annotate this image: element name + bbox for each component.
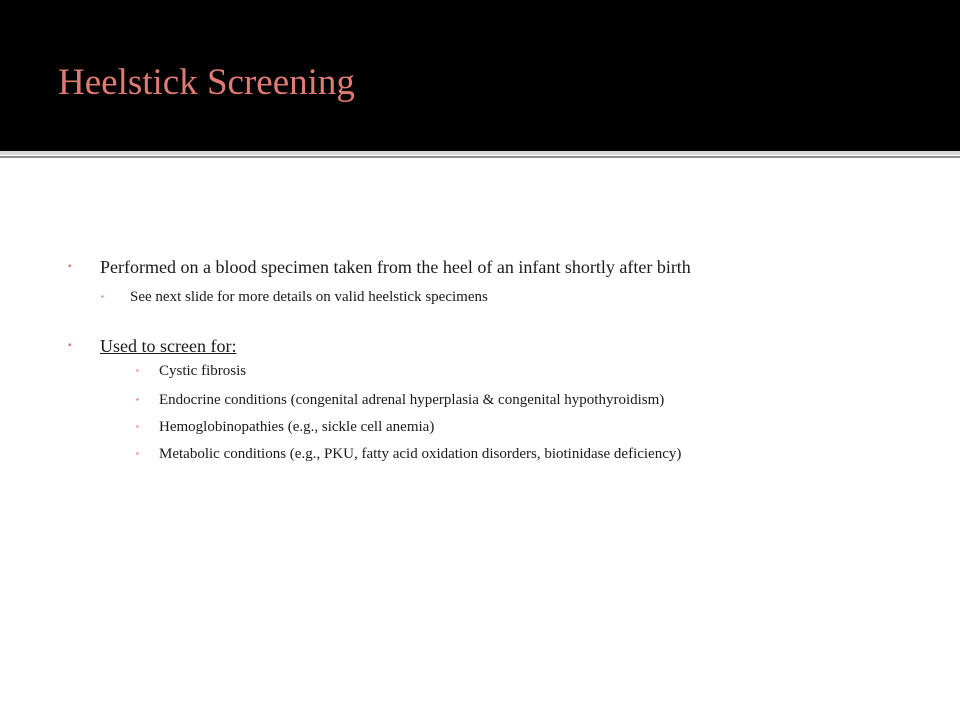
condition-text: Cystic fibrosis bbox=[159, 363, 247, 379]
bullet-marker-icon: ▪ bbox=[136, 449, 139, 458]
title-divider-shadow bbox=[0, 156, 960, 158]
bullet-marker-icon: ▪ bbox=[68, 261, 72, 272]
bullet-marker-icon: ▪ bbox=[136, 422, 139, 431]
condition-text: Metabolic conditions (e.g., PKU, fatty acid oxidation disorders, biotinidase deficiency) bbox=[159, 446, 682, 462]
condition-text: Hemoglobinopathies (e.g., sickle cell anemia) bbox=[159, 419, 435, 435]
bullet-marker-icon: ▪ bbox=[136, 366, 139, 375]
title-bar bbox=[0, 0, 960, 151]
title-divider bbox=[0, 151, 960, 155]
sub-bullet-text: See next slide for more details on valid heelstick specimens bbox=[130, 289, 488, 305]
bullet-text: Performed on a blood specimen taken from the heel of an infant shortly after birth bbox=[100, 257, 691, 277]
bullet-marker-icon: ▪ bbox=[68, 340, 72, 351]
bullet-marker-icon: ▪ bbox=[101, 292, 104, 301]
slide-title: Heelstick Screening bbox=[58, 62, 355, 103]
screen-for-heading: Used to screen for: bbox=[100, 336, 237, 356]
condition-text: Endocrine conditions (congenital adrenal hyperplasia & congenital hypothyroidism) bbox=[159, 392, 665, 408]
bullet-marker-icon: ▪ bbox=[136, 395, 139, 404]
